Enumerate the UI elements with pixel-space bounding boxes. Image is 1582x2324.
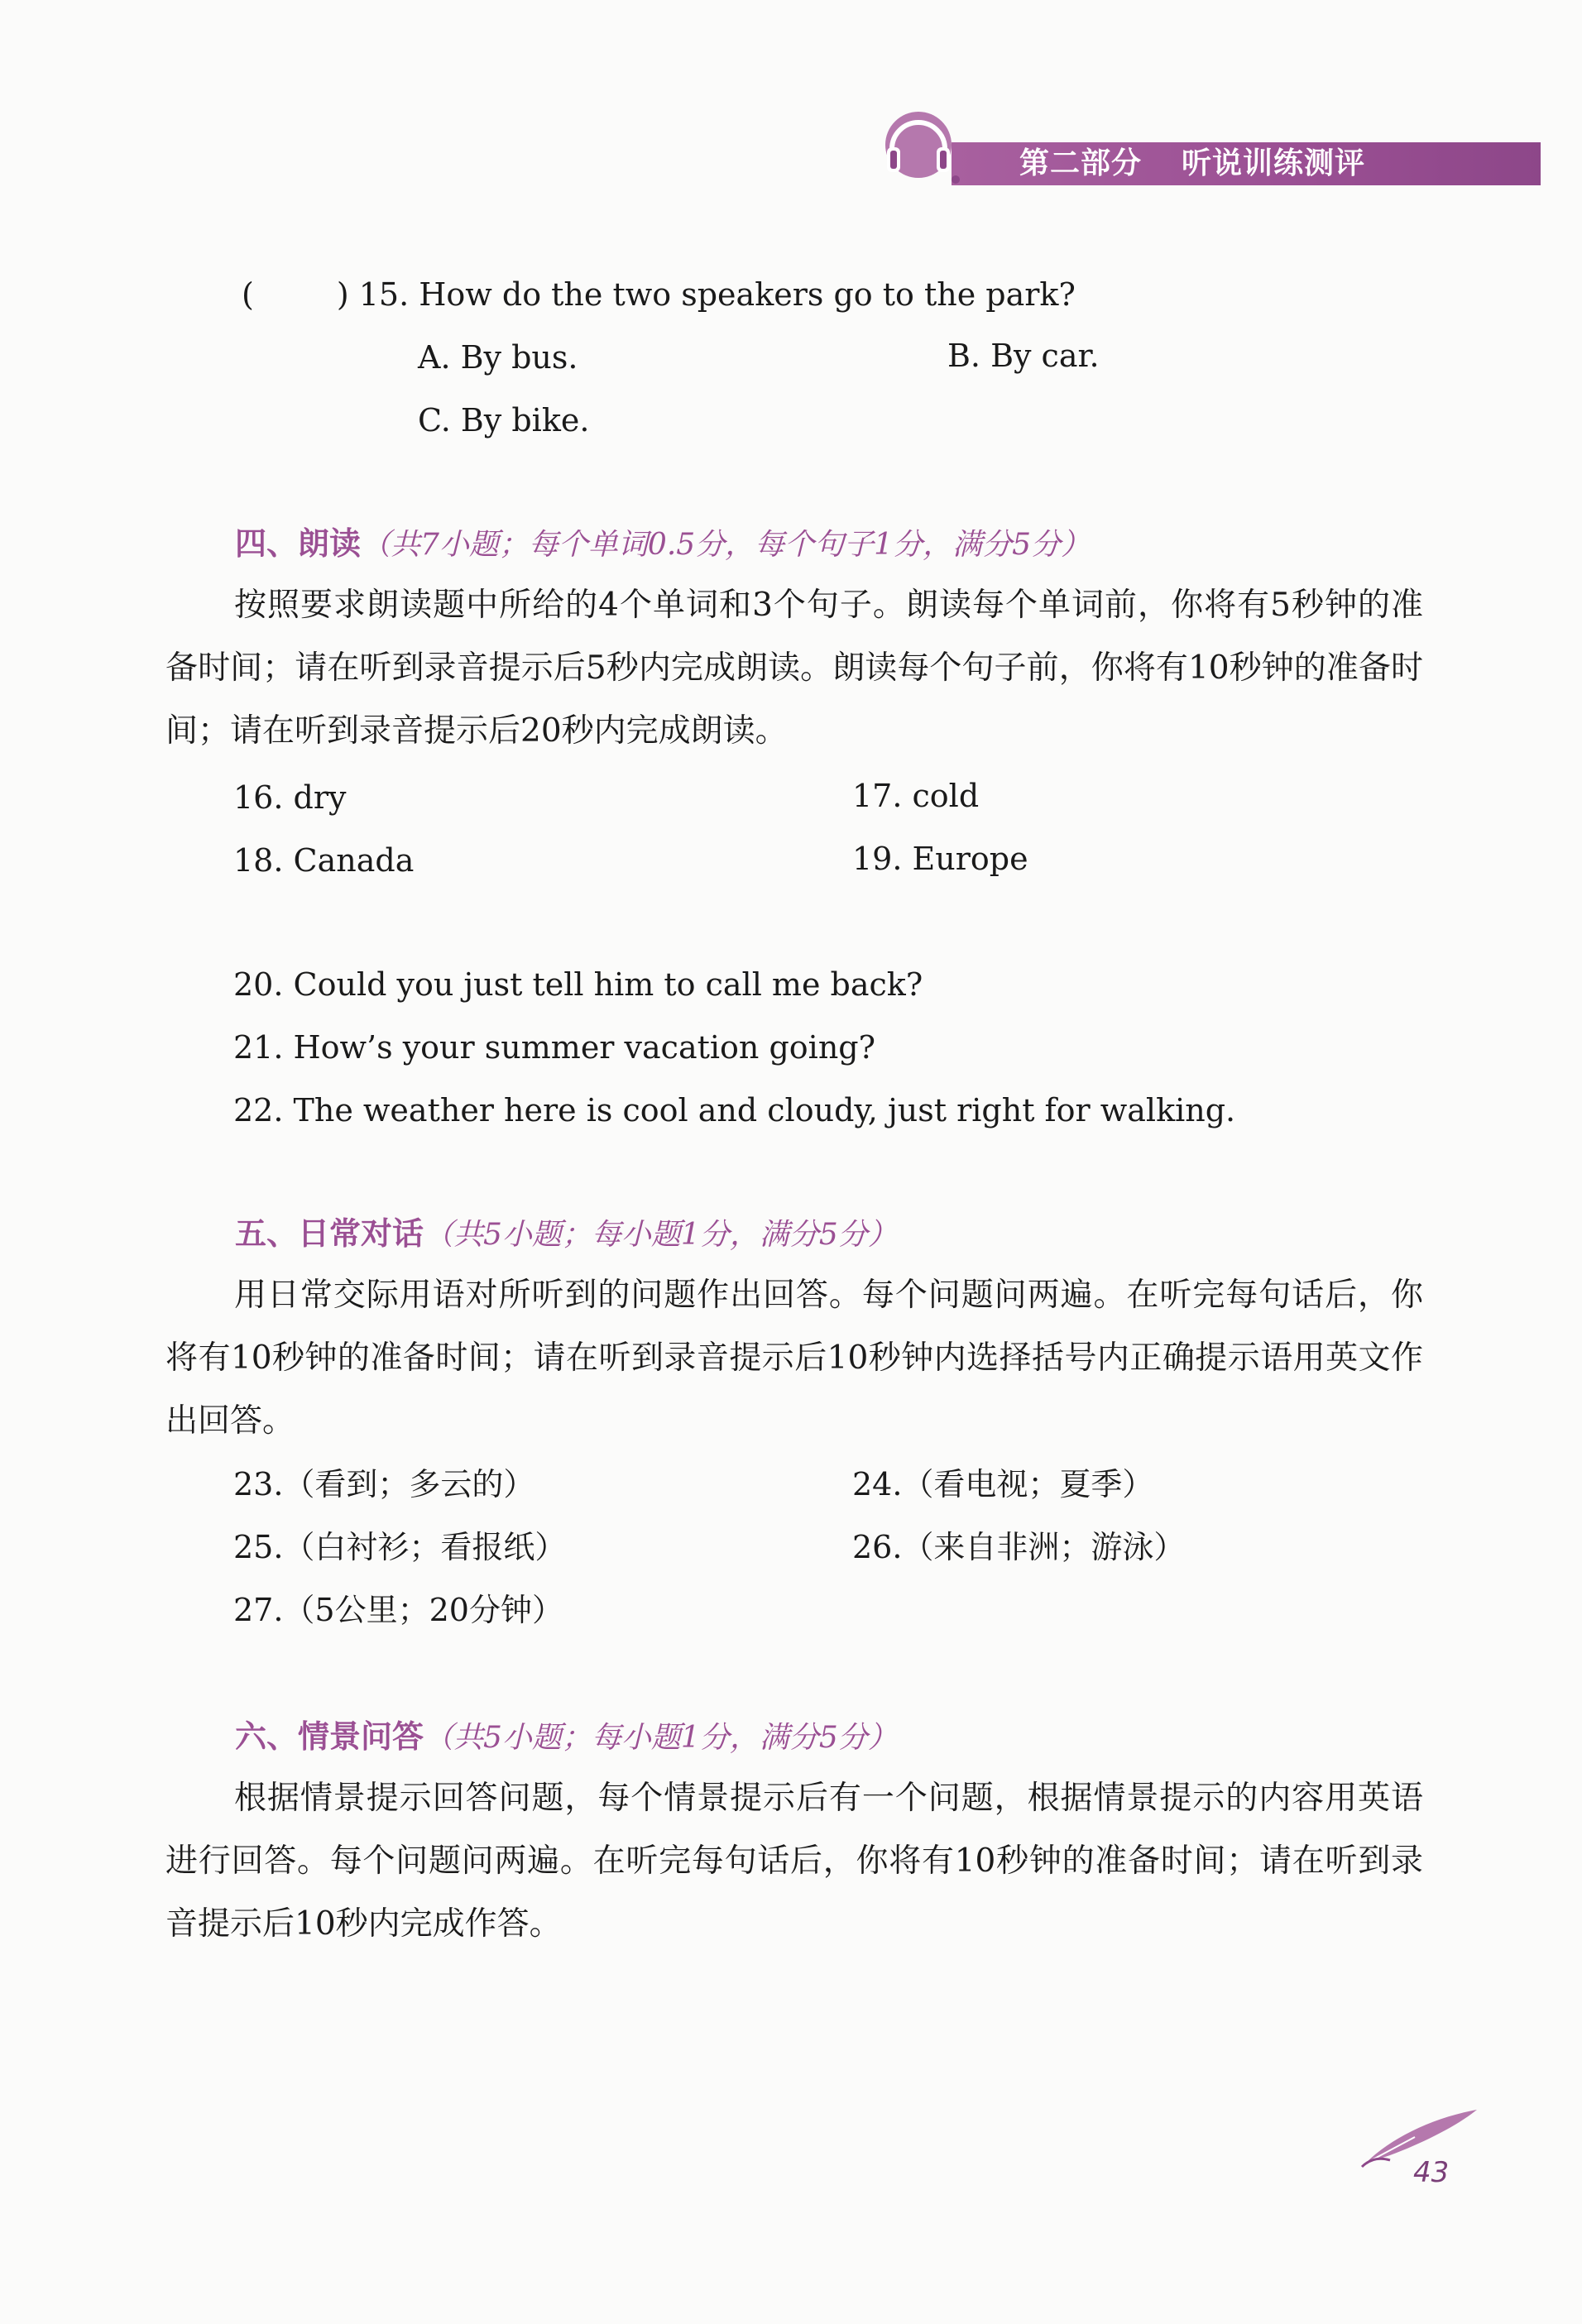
section4-instruction: 按照要求朗读题中所给的4个单词和3个句子。朗读每个单词前，你将有5秒钟的准备时间；请在听到录音提示后5秒内完成朗读。朗读每个句子前，你将有10秒钟的准备时间；请在听到录音提示后20秒内完成朗读。 xyxy=(165,587,1423,750)
section6-note: （共5小题；每小题1分，满分5分） xyxy=(424,1721,898,1755)
section4-title xyxy=(235,523,1091,566)
header-section-title: 听说训练测评 xyxy=(1182,146,1366,180)
section6-title xyxy=(235,1716,898,1759)
word-item: 19. Europe xyxy=(852,841,1028,877)
section6-instruction: 根据情景提示回答问题，每个情景提示后有一个问题，根据情景提示的内容用英语进行回答。每个问题问两遍。在听完每句话后，你将有10秒钟的准备时间；请在听到录音提示后10秒内完成作答。 xyxy=(165,1780,1423,1943)
dialogue-item: 24.（看电视；夏季） xyxy=(852,1466,1154,1502)
answer-close-paren: ) xyxy=(336,276,349,313)
header-title xyxy=(1019,146,1365,182)
section4-name: 四、朗读 xyxy=(235,525,362,562)
section5-title xyxy=(235,1213,898,1256)
section5-name: 五、日常对话 xyxy=(235,1215,424,1252)
sentence-item: 21. How’s your summer vacation going? xyxy=(233,1029,875,1066)
word-item: 18. Canada xyxy=(233,842,415,879)
section5-note: （共5小题；每小题1分，满分5分） xyxy=(424,1218,898,1252)
headphones-icon xyxy=(877,99,960,190)
q15-option-a: A. By bus. xyxy=(418,339,578,376)
answer-open-paren: ( xyxy=(242,276,254,313)
section4-note: （共7小题；每个单词0.5分，每个句子1分，满分5分） xyxy=(361,528,1091,562)
dialogue-item: 26.（来自非洲；游泳） xyxy=(852,1529,1186,1565)
q15-option-b: B. By car. xyxy=(947,338,1100,374)
dialogue-item: 27.（5公里；20分钟） xyxy=(233,1592,563,1628)
q15-question-line xyxy=(242,275,1076,314)
q15-question-text: 15. How do the two speakers go to the park? xyxy=(358,276,1076,313)
dialogue-item: 23.（看到；多云的） xyxy=(233,1466,535,1502)
page-number: 43 xyxy=(1413,2156,1450,2189)
q15-option-c: C. By bike. xyxy=(418,402,590,438)
sentence-item: 20. Could you just tell him to call me back? xyxy=(233,966,923,1003)
section5-instruction: 用日常交际用语对所听到的问题作出回答。每个问题问两遍。在听完每句话后，你将有10秒钟的准备时间；请在听到录音提示后10秒钟内选择括号内正确提示语用英文作出回答。 xyxy=(165,1277,1423,1440)
header-dot xyxy=(952,175,960,184)
section6-name: 六、情景问答 xyxy=(235,1718,424,1755)
word-item: 16. dry xyxy=(233,779,347,816)
sentence-item: 22. The weather here is cool and cloudy, just right for walking. xyxy=(233,1092,1236,1128)
header-part: 第二部分 xyxy=(1019,146,1143,180)
word-item: 17. cold xyxy=(852,778,980,814)
dialogue-item: 25.（白衬衫；看报纸） xyxy=(233,1529,567,1565)
